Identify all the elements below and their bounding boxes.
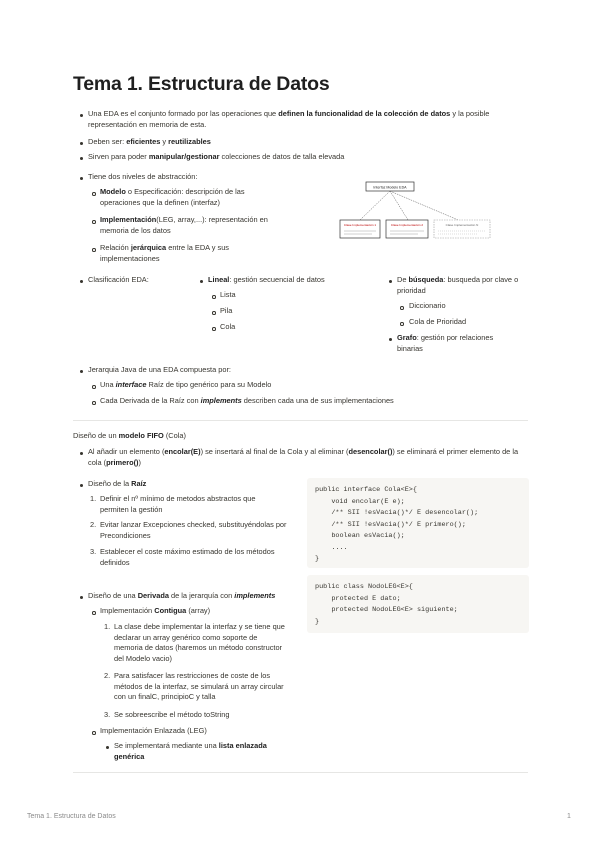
bullet-icon: [400, 306, 404, 310]
list-item: Diccionario: [409, 301, 446, 310]
text: entre la EDA y sus implementaciones: [100, 243, 230, 263]
bold-text: manipular/gestionar: [148, 152, 220, 161]
enlazada-item: [114, 741, 289, 762]
diagram-impl-label: Clase Implementación 2: [390, 223, 424, 227]
bold-text: búsqueda: [408, 275, 444, 284]
contigua-item: Se sobreescribe el método toString: [114, 710, 230, 719]
bold-italic-text: implements: [200, 396, 242, 405]
text: de la jerarquía con: [168, 591, 235, 600]
classification-grafo: [397, 333, 517, 354]
bold-text: Grafo: [397, 333, 417, 342]
bullet-icon: [80, 142, 83, 145]
bullet-icon: [92, 611, 96, 615]
text: Diseño de la: [88, 479, 132, 488]
diagram-edge: [360, 191, 390, 220]
page-title: Tema 1. Estructura de Datos: [73, 73, 330, 95]
text: Sirven para poder: [88, 152, 149, 161]
text: : busqueda por clave o prioridad: [397, 275, 519, 295]
list-number: 2.: [90, 520, 97, 529]
sub-item-implementacion: [100, 215, 280, 236]
jerarquia-sub-implements: [100, 396, 520, 407]
text: (Cola): [163, 431, 186, 440]
contigua-item: La clase debe implementar la interfaz y se tiene que declarar un array genérico como soporte de memoria de datos (haremos un método constructor del Modelo vacio): [114, 622, 285, 664]
text: colecciones de datos de talla elevada: [219, 152, 345, 161]
bold-text: Derivada: [137, 591, 169, 600]
raiz-item: Evitar lanzar Excepciones checked, substituyéndolas por Precondiciones: [100, 520, 287, 540]
list-item: Lista: [220, 290, 236, 299]
diagram-impl-label: Clase Implementación 1: [343, 223, 377, 227]
bullet-icon: [80, 177, 83, 180]
intro-item-niveles: Tiene dos niveles de abstracción:: [88, 172, 198, 181]
text: (array): [186, 606, 211, 615]
bullet-icon: [92, 401, 96, 405]
bold-text: Lineal: [208, 275, 230, 284]
bullet-icon: [106, 746, 109, 749]
text: : gestión secuencial de datos: [229, 275, 325, 284]
bold-text: desencolar(): [348, 447, 393, 456]
raiz-item: Establecer el coste máximo estimado de los métodos definidos: [100, 547, 275, 567]
list-item: Pila: [220, 306, 233, 315]
raiz-item: Definir el nº mínimo de metodos abstractos que permiten la gestión: [100, 494, 256, 514]
sub-item-modelo: [100, 187, 270, 208]
intro-item-eda: [88, 109, 518, 130]
bullet-icon: [92, 385, 96, 389]
hierarchy-diagram: [338, 180, 503, 242]
bullet-icon: [212, 311, 216, 315]
text: ) se insertará al final de la Cola y al eliminar (: [200, 447, 349, 456]
text: Relación: [100, 243, 131, 252]
jerarquia-item: Jerarquia Java de una EDA compuesta por:: [88, 365, 231, 374]
bullet-icon: [80, 596, 83, 599]
text: Una EDA es el conjunto formado por las operaciones que: [88, 109, 279, 118]
bold-text: Contigua: [154, 606, 187, 615]
bold-text: primero(): [106, 457, 139, 467]
fifo-description: [88, 447, 528, 468]
intro-item-sirven: [88, 152, 518, 163]
bullet-icon: [200, 280, 203, 283]
list-number: 1.: [90, 494, 97, 503]
bold-text: lista enlazada genérica: [114, 741, 267, 761]
list-item: Cola: [220, 322, 236, 331]
bold-text: Modelo: [100, 187, 126, 196]
bold-text: definen la funcionalidad de la colección de datos: [278, 109, 451, 118]
bold-italic-text: interface: [115, 380, 147, 389]
bullet-icon: [80, 114, 83, 117]
derivada-heading: [88, 591, 308, 602]
text: Se implementará mediante una: [114, 741, 219, 750]
bullet-icon: [92, 731, 96, 735]
bullet-icon: [80, 280, 83, 283]
divider: [73, 420, 528, 421]
footer-title: Tema 1. Estructura de Datos: [27, 813, 116, 820]
diagram-root-label: Interfaz Modelo EDA: [373, 185, 407, 190]
bullet-icon: [400, 322, 404, 326]
list-number: 3.: [90, 547, 97, 556]
bold-text: eficientes: [126, 137, 161, 146]
fifo-heading: [73, 431, 473, 442]
bullet-icon: [92, 220, 96, 224]
bold-text: Raíz: [131, 479, 147, 488]
contigua-item: Para satisfacer las restricciones de coste de los métodos de la interfaz, se simulará un array circular con un finalC, principioC y talla: [114, 671, 284, 702]
text: y la posible representación en memoria de esta.: [88, 109, 490, 129]
bullet-icon: [212, 295, 216, 299]
text: : gestión por relaciones binarias: [397, 333, 494, 353]
classification-busqueda: [397, 275, 529, 296]
jerarquia-sub-interface: [100, 380, 500, 391]
bullet-icon: [389, 338, 392, 341]
text: describen cada una de sus implementaciones: [241, 396, 394, 405]
sub-item-relacion: [100, 243, 270, 264]
text: o Especificación: descripción de las operaciones que la definen (interfaz): [100, 187, 245, 207]
text: ) se eliminará el primer elemento de la cola (: [88, 447, 519, 467]
bullet-icon: [80, 157, 83, 160]
bullet-icon: [80, 452, 83, 455]
text: Diseño de un: [73, 431, 119, 440]
diagram-edge: [390, 191, 458, 220]
text: Diseño de una: [88, 591, 138, 600]
bold-text: modelo FIFO: [118, 431, 164, 440]
enlazada-heading: Implementación Enlazada (LEG): [100, 726, 207, 735]
list-number: 2.: [104, 671, 111, 680]
bold-text: encolar(E): [164, 447, 201, 456]
divider: [73, 772, 528, 773]
text: Cada Derivada de la Raíz con: [100, 396, 201, 405]
text: Una: [100, 380, 116, 389]
bullet-icon: [212, 327, 216, 331]
list-number: 3.: [104, 710, 111, 719]
diagram-impl-label: Clase Implementación N: [445, 223, 479, 227]
text: y: [160, 137, 169, 146]
contigua-heading: [100, 606, 300, 617]
bullet-icon: [92, 248, 96, 252]
classification-lineal: [208, 275, 378, 286]
bullet-icon: [80, 484, 83, 487]
text: ): [138, 457, 141, 467]
text: Raíz de tipo genérico para su Modelo: [146, 380, 272, 389]
bold-text: jerárquica: [130, 243, 167, 252]
bold-text: reutilizables: [168, 137, 211, 146]
raiz-heading: [88, 479, 288, 490]
bold-text: Implementación: [100, 215, 157, 224]
bullet-icon: [92, 192, 96, 196]
list-item: Cola de Prioridad: [409, 317, 467, 326]
intro-item-deben: [88, 137, 518, 148]
code-block-nodoleg: public class NodoLEG<E>{ protected E dato; protected NodoLEG<E> siguiente; }: [307, 575, 529, 633]
page-number: 1: [567, 813, 571, 820]
text: (LEG, array,...): representación en memoria de los datos: [100, 215, 268, 235]
text: Deben ser:: [88, 137, 127, 146]
classification-label: Clasificación EDA:: [88, 275, 149, 284]
text: De: [397, 275, 409, 284]
text: Al añadir un elemento (: [88, 447, 165, 456]
bullet-icon: [80, 370, 83, 373]
text: Implementación: [100, 606, 155, 615]
bold-italic-text: implements: [234, 591, 276, 600]
bullet-icon: [389, 280, 392, 283]
diagram-edge: [390, 191, 408, 220]
code-block-cola: public interface Cola<E>{ void encolar(E e); /** SII !esVacia()*/ E desencolar(); /** SII !esVacia()*/ E primero(); boolean esVacia(); .... }: [307, 478, 529, 568]
list-number: 1.: [104, 622, 111, 631]
